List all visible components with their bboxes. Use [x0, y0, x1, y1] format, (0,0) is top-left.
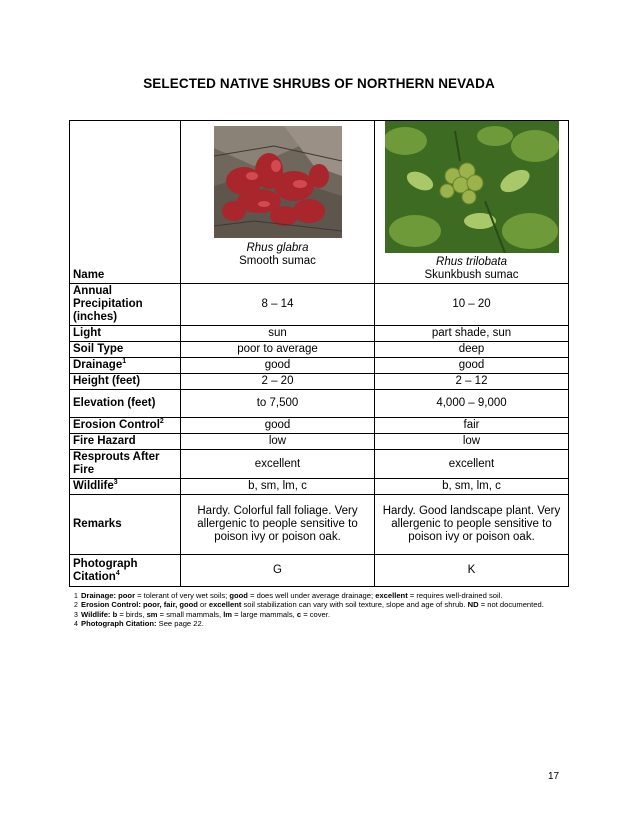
cell-value: good [181, 418, 375, 434]
cell-value: Hardy. Good landscape plant. Very allergenic to people sensitive to poison ivy or poison oak. [375, 495, 569, 555]
common-name: Skunkbush sumac [424, 269, 519, 281]
row-label: Erosion Control$^2$ [70, 418, 181, 434]
table-row [70, 555, 569, 587]
cell-value: to 7,500 [181, 390, 375, 418]
row-label: Annual Precipitation (inches) [70, 284, 181, 326]
cell-value: deep [375, 342, 569, 358]
footnote: 3 Wildlife: b = birds, sm = small mammals, lm = large mammals, c = cover. [74, 609, 330, 619]
page-number: 17 [548, 771, 560, 782]
name-row [70, 121, 569, 284]
scientific-name: Rhus trilobata [436, 256, 507, 268]
footnote-marker: 2 [159, 418, 164, 426]
cell-value: b, sm, lm, c [375, 479, 569, 495]
row-label: Wildlife$^3$ [70, 479, 181, 495]
shrub-column-1 [181, 121, 375, 284]
cell-value: excellent [181, 450, 375, 479]
green-berries-photo [385, 121, 559, 253]
cell-value: 10 – 20 [375, 284, 569, 326]
cell-value: 2 – 20 [181, 374, 375, 390]
table-row [70, 358, 569, 374]
cell-value: 2 – 12 [375, 374, 569, 390]
cell-value: poor to average [181, 342, 375, 358]
cell-value: K [375, 555, 569, 587]
footnote-marker: 3 [113, 479, 118, 487]
row-label: Photograph Citation$^4$ [70, 555, 181, 587]
cell-value: low [181, 434, 375, 450]
table-row [70, 418, 569, 434]
footnote-marker: 1 [122, 358, 127, 366]
cell-value: sun [181, 326, 375, 342]
table-row [70, 390, 569, 418]
row-label: Resprouts After Fire [70, 450, 181, 479]
cell-value: good [181, 358, 375, 374]
table-row [70, 326, 569, 342]
footnote: 4 Photograph Citation: See page 22. [74, 619, 204, 629]
table-row [70, 479, 569, 495]
row-label: Fire Hazard [70, 434, 181, 450]
table-row [70, 374, 569, 390]
shrub-column-2 [375, 121, 569, 284]
row-label: Height (feet) [70, 374, 181, 390]
cell-value: 8 – 14 [181, 284, 375, 326]
name-header: Name [70, 121, 181, 284]
footnotes [74, 591, 574, 629]
cell-value: fair [375, 418, 569, 434]
page-title: SELECTED NATIVE SHRUBS OF NORTHERN NEVADA [143, 76, 495, 91]
row-label: Light [70, 326, 181, 342]
common-name: Smooth sumac [239, 255, 316, 267]
shrub-table [69, 120, 569, 587]
footnote-marker: 4 [115, 569, 120, 577]
cell-value: excellent [375, 450, 569, 479]
footnote: 1 Drainage: poor = tolerant of very wet soils; good = does well under average drainage; excellent = requires well-drained soil. [74, 591, 503, 600]
row-label: Remarks [70, 495, 181, 555]
cell-value: good [375, 358, 569, 374]
cell-value: low [375, 434, 569, 450]
cell-value: 4,000 – 9,000 [375, 390, 569, 418]
cell-value: part shade, sun [375, 326, 569, 342]
cell-value: Hardy. Colorful fall foliage. Very allergenic to people sensitive to poison ivy or poison oak. [181, 495, 375, 555]
scientific-name: Rhus glabra [246, 242, 309, 254]
cell-value: b, sm, lm, c [181, 479, 375, 495]
table-row [70, 284, 569, 326]
cell-value: G [181, 555, 375, 587]
table-row [70, 434, 569, 450]
row-label: Elevation (feet) [70, 390, 181, 418]
table-row [70, 450, 569, 479]
red-foliage-on-rocks-photo [214, 126, 342, 238]
table-row [70, 342, 569, 358]
row-label: Soil Type [70, 342, 181, 358]
row-label: Drainage$^1$ [70, 358, 181, 374]
table-row [70, 495, 569, 555]
footnote: 2 Erosion Control: poor, fair, good or excellent soil stabilization can vary with soil texture, slope and age of shrub. ND = not documented. [74, 600, 544, 610]
